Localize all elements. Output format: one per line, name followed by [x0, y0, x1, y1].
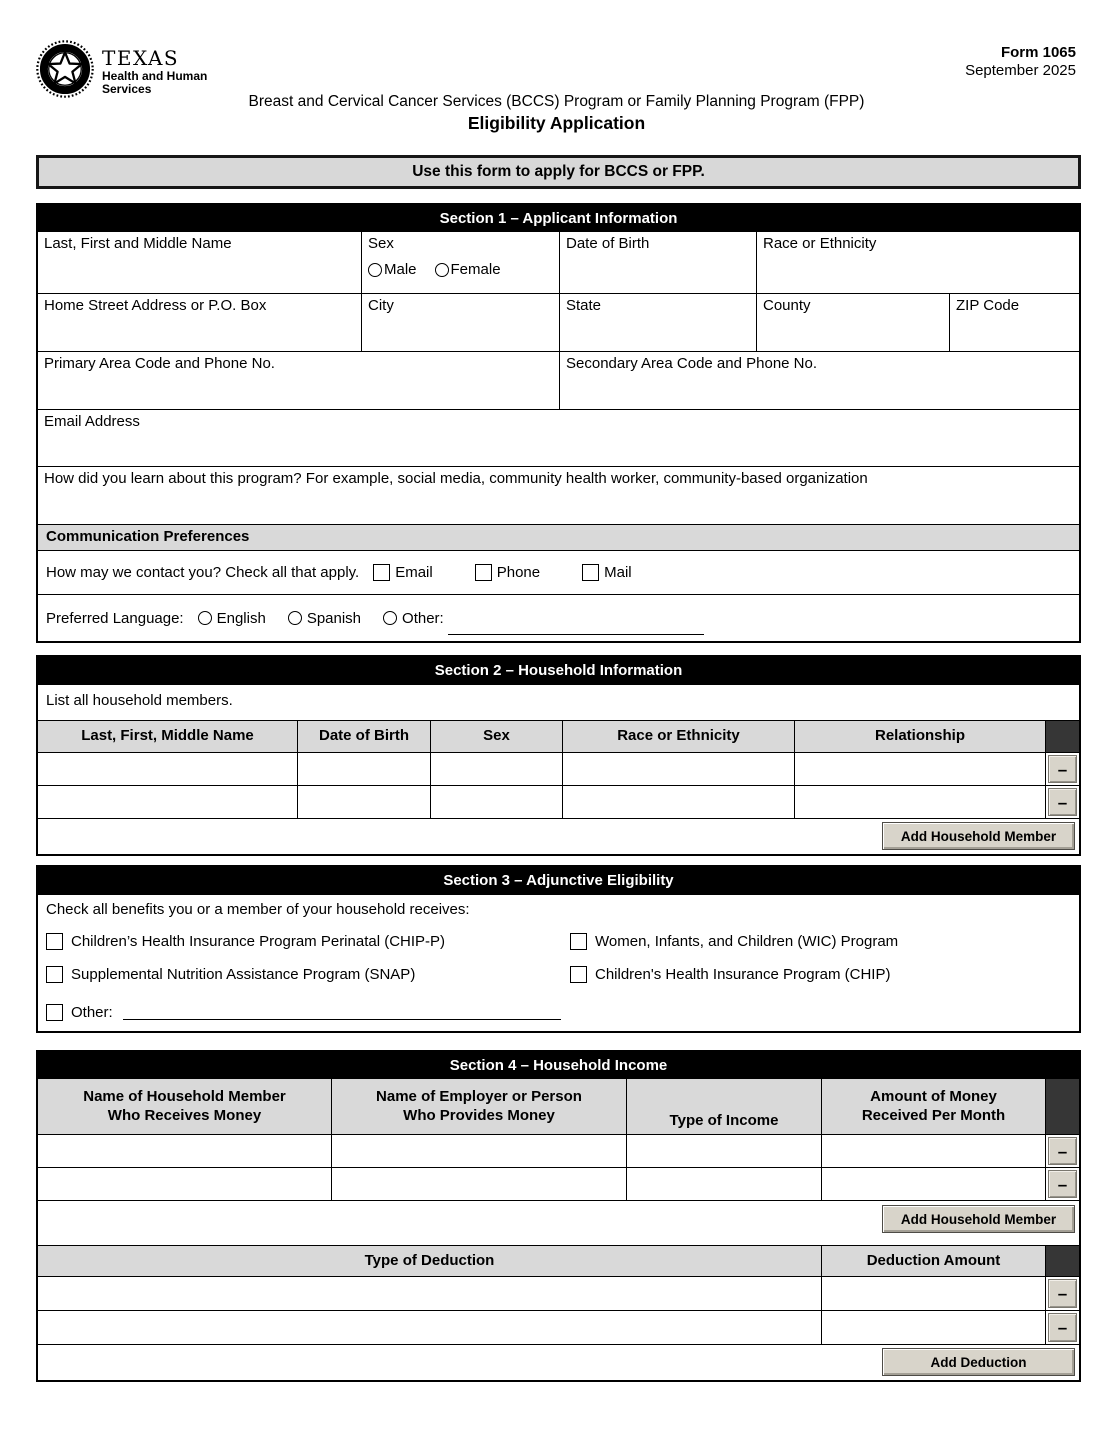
benefit-option-other[interactable] — [46, 1004, 113, 1021]
chip-p-checkbox-icon[interactable] — [46, 933, 63, 950]
contact-option-phone[interactable] — [475, 564, 540, 581]
section-2-household-information — [36, 655, 1081, 856]
sex-option-male[interactable] — [368, 261, 417, 278]
benefit-option-wic[interactable] — [570, 933, 1079, 950]
race-label: Race or Ethnicity — [763, 235, 877, 252]
household-2-race-cell[interactable] — [563, 786, 795, 818]
deduction-row-1 — [38, 1277, 1079, 1311]
form-title — [0, 93, 1113, 134]
address-field[interactable] — [38, 294, 362, 351]
section-4-household-income — [36, 1050, 1081, 1382]
other-benefit-checkbox-icon[interactable] — [46, 1004, 63, 1021]
income-1-member-cell[interactable] — [38, 1135, 332, 1167]
deduction-1-remove-cell — [1046, 1277, 1079, 1310]
income-add-row — [38, 1201, 1079, 1246]
col-employer-provides: Name of Employer or Person Who Provides Money — [332, 1079, 627, 1134]
primary-phone-label: Primary Area Code and Phone No. — [44, 355, 275, 372]
household-1-name-cell[interactable] — [38, 753, 298, 785]
sex-field — [362, 232, 560, 293]
household-2-dob-cell[interactable] — [298, 786, 431, 818]
col-deduction-amount: Deduction Amount — [822, 1246, 1046, 1276]
household-instruction: List all household members. — [38, 685, 1079, 721]
household-row-1 — [38, 753, 1079, 786]
col-relationship: Relationship — [795, 721, 1046, 752]
household-1-sex-cell[interactable] — [431, 753, 563, 785]
add-household-member-button[interactable]: Add Household Member — [882, 822, 1075, 850]
sex-option-female[interactable] — [435, 261, 501, 278]
chip-label: Children's Health Insurance Program (CHIP) — [595, 966, 891, 983]
logo-state-text: TEXAS — [102, 46, 180, 70]
household-2-name-cell[interactable] — [38, 786, 298, 818]
form-date: September 2025 — [965, 62, 1076, 79]
col-dob: Date of Birth — [298, 721, 431, 752]
section-1-applicant-information — [36, 203, 1081, 643]
income-2-employer-cell[interactable] — [332, 1168, 627, 1200]
communication-preferences-subheader: Communication Preferences — [38, 525, 1079, 551]
other-benefit-label: Other: — [71, 1004, 113, 1021]
other-language-label: Other: — [402, 609, 444, 627]
spanish-label: Spanish — [306, 609, 362, 627]
dob-field[interactable] — [560, 232, 757, 293]
female-label: Female — [450, 261, 501, 278]
logo-agency-line1: Health and Human — [102, 69, 208, 83]
household-1-dob-cell[interactable] — [298, 753, 431, 785]
col-deduction-remove — [1046, 1246, 1079, 1276]
household-1-remove-cell — [1046, 753, 1079, 785]
benefits-row-2 — [38, 958, 1079, 991]
applicant-row-4 — [38, 410, 1079, 467]
secondary-phone-field[interactable] — [560, 352, 1079, 409]
other-language-input[interactable] — [448, 634, 704, 635]
form-title-line1: Breast and Cervical Cancer Services (BCCS) Program or Family Planning Program (FPP) — [248, 93, 865, 110]
col-remove — [1046, 721, 1079, 752]
income-2-member-cell[interactable] — [38, 1168, 332, 1200]
benefits-instruction: Check all benefits you or a member of your household receives: — [46, 901, 470, 918]
remove-income-1-button[interactable]: – — [1048, 1137, 1077, 1165]
deduction-2-amount-cell[interactable] — [822, 1311, 1046, 1344]
address-label: Home Street Address or P.O. Box — [44, 297, 267, 314]
section-4-header: Section 4 – Household Income — [38, 1052, 1079, 1079]
section-3-adjunctive-eligibility — [36, 865, 1081, 1033]
english-radio-icon[interactable] — [198, 611, 212, 625]
state-label: State — [566, 297, 602, 314]
col-race: Race or Ethnicity — [563, 721, 795, 752]
dob-label: Date of Birth — [566, 235, 650, 252]
remove-deduction-1-button[interactable]: – — [1048, 1279, 1077, 1308]
income-row-2 — [38, 1168, 1079, 1201]
language-option-english[interactable] — [198, 610, 266, 627]
county-label: County — [763, 297, 811, 314]
other-benefit-input[interactable] — [123, 1019, 561, 1020]
col-member-receives: Name of Household Member Who Receives Money — [38, 1079, 332, 1134]
male-radio-icon[interactable] — [368, 263, 382, 277]
preferred-language-row — [38, 595, 1079, 641]
texas-hhs-logo — [36, 40, 207, 98]
income-1-amount-cell[interactable] — [822, 1135, 1046, 1167]
income-2-amount-cell[interactable] — [822, 1168, 1046, 1200]
household-2-remove-cell — [1046, 786, 1079, 818]
applicant-row-1 — [38, 232, 1079, 294]
income-2-type-cell[interactable] — [627, 1168, 822, 1200]
male-label: Male — [384, 261, 417, 278]
wic-label: Women, Infants, and Children (WIC) Program — [595, 933, 899, 950]
household-2-relationship-cell[interactable] — [795, 786, 1046, 818]
section-2-header: Section 2 – Household Information — [38, 657, 1079, 685]
income-table-header — [38, 1079, 1079, 1135]
contact-mail-label: Mail — [604, 564, 632, 581]
female-radio-icon[interactable] — [435, 263, 449, 277]
applicant-row-5 — [38, 467, 1079, 525]
household-table-header — [38, 721, 1079, 753]
zip-label: ZIP Code — [956, 297, 1020, 314]
income-1-type-cell[interactable] — [627, 1135, 822, 1167]
texas-seal-icon — [36, 40, 94, 98]
wic-checkbox-icon[interactable] — [570, 933, 587, 950]
email-field[interactable] — [38, 410, 1079, 466]
language-option-other[interactable] — [383, 610, 444, 627]
race-field[interactable] — [757, 232, 1079, 293]
name-field[interactable] — [38, 232, 362, 293]
col-income-type: Type of Income — [627, 1079, 822, 1134]
other-language-radio-icon[interactable] — [383, 611, 397, 625]
snap-label: Supplemental Nutrition Assistance Program (SNAP) — [71, 966, 416, 983]
col-name: Last, First, Middle Name — [38, 721, 298, 752]
applicant-row-3 — [38, 352, 1079, 410]
contact-option-email[interactable] — [373, 564, 433, 581]
contact-phone-label: Phone — [496, 564, 541, 581]
city-field[interactable] — [362, 294, 560, 351]
deduction-1-type-cell[interactable] — [38, 1277, 822, 1310]
income-2-remove-cell — [1046, 1168, 1079, 1200]
phone-checkbox-icon[interactable] — [475, 564, 492, 581]
language-label: Preferred Language: — [46, 609, 184, 627]
secondary-phone-label: Secondary Area Code and Phone No. — [566, 355, 818, 372]
income-1-employer-cell[interactable] — [332, 1135, 627, 1167]
form-title-line2: Eligibility Application — [467, 113, 646, 133]
section-3-header: Section 3 – Adjunctive Eligibility — [38, 867, 1079, 895]
contact-email-label: Email — [395, 564, 433, 581]
remove-household-member-2-button[interactable]: – — [1048, 788, 1077, 816]
email-label: Email Address — [44, 413, 140, 430]
spanish-radio-icon[interactable] — [288, 611, 302, 625]
apply-banner: Use this form to apply for BCCS or FPP. — [36, 155, 1081, 189]
col-amount-per-month: Amount of Money Received Per Month — [822, 1079, 1046, 1134]
chip-checkbox-icon[interactable] — [570, 966, 587, 983]
section-1-header: Section 1 – Applicant Information — [38, 205, 1079, 232]
household-1-race-cell[interactable] — [563, 753, 795, 785]
col-sex: Sex — [431, 721, 563, 752]
income-1-remove-cell — [1046, 1135, 1079, 1167]
remove-income-2-button[interactable]: – — [1048, 1170, 1077, 1198]
add-deduction-button[interactable]: Add Deduction — [882, 1348, 1075, 1376]
name-label: Last, First and Middle Name — [44, 235, 232, 252]
snap-checkbox-icon[interactable] — [46, 966, 63, 983]
remove-household-member-1-button[interactable]: – — [1048, 755, 1077, 783]
household-row-2 — [38, 786, 1079, 819]
logo-agency-line2: Services — [102, 82, 152, 97]
add-income-member-button[interactable]: Add Household Member — [882, 1205, 1075, 1233]
deduction-2-remove-cell — [1046, 1311, 1079, 1344]
english-label: English — [216, 609, 266, 627]
form-meta — [965, 44, 1076, 80]
deduction-add-row — [38, 1345, 1079, 1380]
income-row-1 — [38, 1135, 1079, 1168]
benefits-other-row — [38, 991, 1079, 1031]
learn-label: How did you learn about this program? For example, social media, community health worker, community-based organization — [44, 470, 868, 487]
county-field[interactable] — [757, 294, 950, 351]
language-option-spanish[interactable] — [288, 610, 361, 627]
deduction-2-type-cell[interactable] — [38, 1311, 822, 1344]
state-field[interactable] — [560, 294, 757, 351]
contact-methods-row — [38, 551, 1079, 595]
benefit-option-chip-p[interactable] — [46, 933, 570, 950]
email-checkbox-icon[interactable] — [373, 564, 390, 581]
contact-question: How may we contact you? Check all that apply. — [46, 564, 360, 581]
primary-phone-field[interactable] — [38, 352, 560, 409]
benefit-option-chip[interactable] — [570, 966, 1079, 983]
household-2-sex-cell[interactable] — [431, 786, 563, 818]
col-deduction-type: Type of Deduction — [38, 1246, 822, 1276]
contact-option-mail[interactable] — [582, 564, 632, 581]
benefit-option-snap[interactable] — [46, 966, 570, 983]
form-number: Form 1065 — [1000, 44, 1076, 61]
chip-p-label: Children’s Health Insurance Program Perinatal (CHIP-P) — [71, 933, 446, 950]
household-add-row — [38, 819, 1079, 854]
sex-label: Sex — [368, 235, 394, 252]
deduction-table-header — [38, 1246, 1079, 1277]
col-income-remove — [1046, 1079, 1079, 1134]
household-1-relationship-cell[interactable] — [795, 753, 1046, 785]
remove-deduction-2-button[interactable]: – — [1048, 1313, 1077, 1342]
deduction-row-2 — [38, 1311, 1079, 1345]
learn-field[interactable] — [38, 467, 1079, 524]
city-label: City — [368, 297, 394, 314]
benefits-row-1 — [38, 925, 1079, 958]
mail-checkbox-icon[interactable] — [582, 564, 599, 581]
applicant-row-2 — [38, 294, 1079, 352]
zip-field[interactable] — [950, 294, 1079, 351]
deduction-1-amount-cell[interactable] — [822, 1277, 1046, 1310]
